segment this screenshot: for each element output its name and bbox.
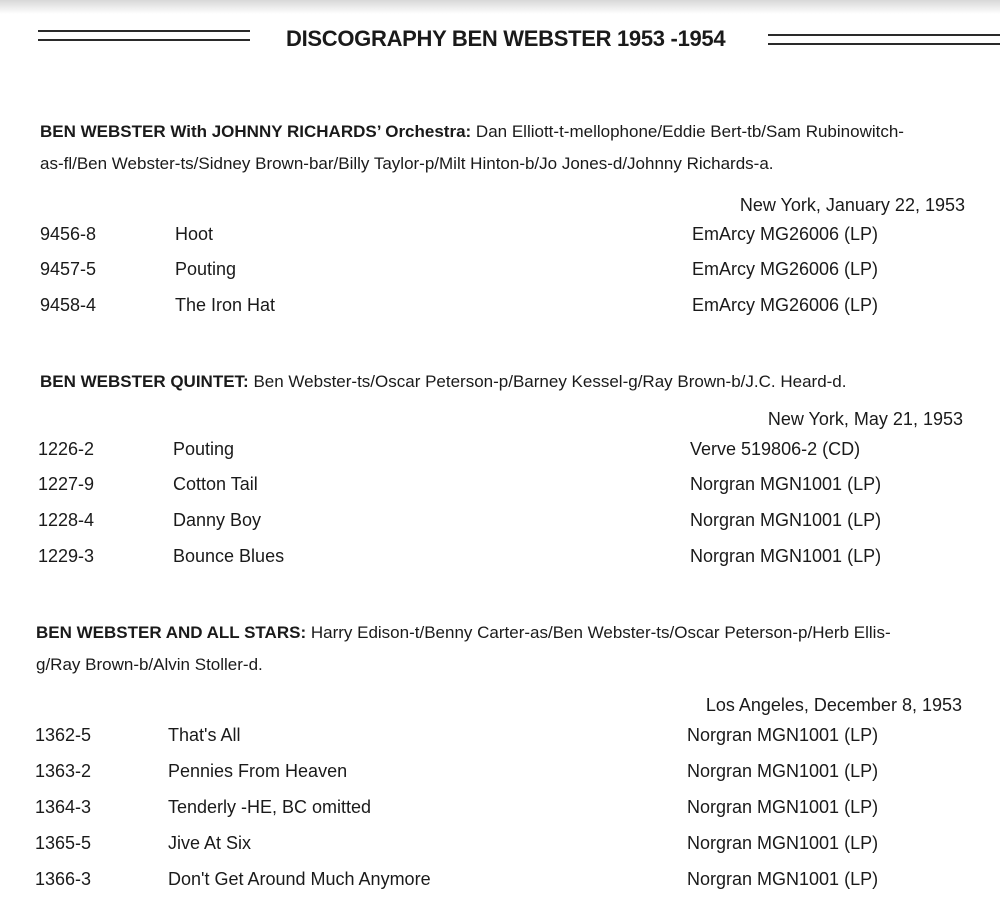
track-matrix: 1366-3 xyxy=(35,869,92,889)
header-rule-right xyxy=(768,34,1000,45)
track-row xyxy=(0,510,1000,540)
track-matrix: 9457-5 xyxy=(40,259,97,279)
track-row xyxy=(0,761,1000,791)
track-row xyxy=(0,546,1000,576)
track-issue: Norgran MGN1001 (LP) xyxy=(687,761,879,781)
track-title: Danny Boy xyxy=(173,510,262,530)
page-header xyxy=(0,22,1000,62)
track-title: Don't Get Around Much Anymore xyxy=(168,869,431,889)
track-issue: Norgran MGN1001 (LP) xyxy=(687,797,879,817)
track-title: Tenderly -HE, BC omitted xyxy=(168,797,372,817)
track-matrix: 9456-8 xyxy=(40,224,97,244)
session-place-date: Los Angeles, December 8, 1953 xyxy=(705,695,962,715)
track-issue: Norgran MGN1001 (LP) xyxy=(687,869,879,889)
track-issue: Verve 519806-2 (CD) xyxy=(690,439,861,459)
personnel-line: g/Ray Brown-b/Alvin Stoller-d. xyxy=(36,655,263,674)
session-personnel xyxy=(40,116,980,180)
track-title: Pouting xyxy=(173,439,235,459)
track-row xyxy=(0,295,1000,325)
personnel-line: as-fl/Ben Webster-ts/Sidney Brown-bar/Billy Taylor-p/Milt Hinton-b/Jo Jones-d/Johnny Richards-a. xyxy=(40,154,774,173)
session-place-date: New York, January 22, 1953 xyxy=(739,195,965,215)
track-title: Hoot xyxy=(175,224,214,244)
page-title: DISCOGRAPHY BEN WEBSTER 1953 -1954 xyxy=(286,26,726,51)
track-matrix: 1226-2 xyxy=(38,439,95,459)
track-issue: EmArcy MG26006 (LP) xyxy=(692,295,879,315)
track-issue: Norgran MGN1001 (LP) xyxy=(690,546,882,566)
track-title: The Iron Hat xyxy=(175,295,276,315)
header-rule-left xyxy=(38,30,250,41)
personnel-line: Harry Edison-t/Benny Carter-as/Ben Webster-ts/Oscar Peterson-p/Herb Ellis- xyxy=(306,623,891,642)
track-title: Pennies From Heaven xyxy=(168,761,348,781)
track-matrix: 9458-4 xyxy=(40,295,97,315)
track-row xyxy=(0,474,1000,504)
personnel-line: Ben Webster-ts/Oscar Peterson-p/Barney Kessel-g/Ray Brown-b/J.C. Heard-d. xyxy=(248,372,847,391)
page-edge-shadow xyxy=(0,0,1000,14)
session-band-name: BEN WEBSTER QUINTET: xyxy=(40,372,249,391)
track-title: Pouting xyxy=(175,259,237,279)
session-band-name: BEN WEBSTER With JOHNNY RICHARDS’ Orchestra: xyxy=(40,122,472,141)
track-issue: EmArcy MG26006 (LP) xyxy=(692,224,879,244)
track-row xyxy=(0,869,1000,899)
track-issue: EmArcy MG26006 (LP) xyxy=(692,259,879,279)
track-matrix: 1228-4 xyxy=(38,510,95,530)
session-band-name: BEN WEBSTER AND ALL STARS: xyxy=(36,623,307,642)
track-issue: Norgran MGN1001 (LP) xyxy=(690,474,882,494)
track-matrix: 1365-5 xyxy=(35,833,92,853)
track-matrix: 1362-5 xyxy=(35,725,92,745)
track-issue: Norgran MGN1001 (LP) xyxy=(690,510,882,530)
track-matrix: 1227-9 xyxy=(38,474,95,494)
track-issue: Norgran MGN1001 (LP) xyxy=(687,725,879,745)
track-row xyxy=(0,224,1000,254)
session-personnel xyxy=(40,366,980,398)
track-row xyxy=(0,259,1000,289)
track-title: Jive At Six xyxy=(168,833,252,853)
session-personnel xyxy=(36,617,976,681)
track-matrix: 1364-3 xyxy=(35,797,92,817)
track-matrix: 1229-3 xyxy=(38,546,95,566)
track-issue: Norgran MGN1001 (LP) xyxy=(687,833,879,853)
track-title: Bounce Blues xyxy=(173,546,285,566)
personnel-line: Dan Elliott-t-mellophone/Eddie Bert-tb/Sam Rubinowitch- xyxy=(471,122,904,141)
track-title: Cotton Tail xyxy=(173,474,258,494)
track-row xyxy=(0,797,1000,827)
track-row xyxy=(0,439,1000,469)
track-title: That's All xyxy=(168,725,241,745)
track-matrix: 1363-2 xyxy=(35,761,92,781)
track-row xyxy=(0,725,1000,755)
track-row xyxy=(0,833,1000,863)
session-place-date: New York, May 21, 1953 xyxy=(767,409,963,429)
